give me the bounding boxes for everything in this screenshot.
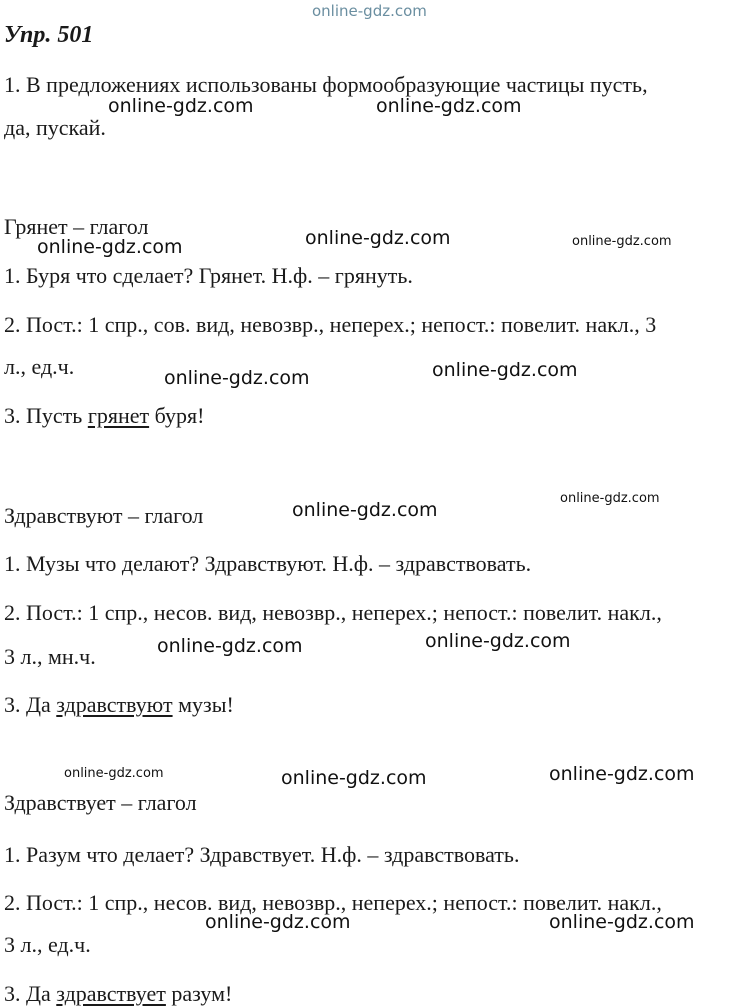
block-3-example — [4, 981, 232, 1007]
block-1-point-2-line-2: л., ед.ч. — [4, 354, 75, 379]
watermark: online-gdz.com — [157, 635, 303, 657]
underlined-verb: грянет — [87, 403, 150, 428]
example-prefix: 3. Пусть — [4, 403, 88, 428]
watermark: online-gdz.com — [549, 911, 695, 933]
watermark: online-gdz.com — [164, 367, 310, 389]
example-prefix: 3. Да — [4, 981, 57, 1006]
block-3-point-1: 1. Разум что делает? Здравствует. Н.ф. – здравствовать. — [4, 842, 520, 867]
watermark: online-gdz.com — [560, 491, 660, 506]
watermark: online-gdz.com — [432, 359, 578, 381]
watermark: online-gdz.com — [108, 95, 254, 117]
block-2-heading: Здравствуют – глагол — [4, 503, 204, 528]
block-1-point-2-line-1: 2. Пост.: 1 спр., сов. вид, невозвр., неперех.; непост.: повелит. накл., 3 — [4, 312, 657, 337]
watermark: online-gdz.com — [281, 767, 427, 789]
block-3-heading: Здравствует – глагол — [4, 790, 197, 815]
watermark: online-gdz.com — [312, 2, 427, 20]
watermark: online-gdz.com — [205, 911, 351, 933]
block-1-example — [4, 403, 204, 429]
intro-line-2: да, пускай. — [4, 115, 106, 140]
watermark: online-gdz.com — [37, 236, 183, 258]
example-suffix: буря! — [149, 403, 205, 428]
block-2-example — [4, 692, 234, 718]
block-3-point-2-line-1: 2. Пост.: 1 спр., несов. вид, невозвр., неперех.; непост.: повелит. накл., — [4, 890, 662, 915]
watermark: online-gdz.com — [376, 95, 522, 117]
underlined-verb: здравствует — [56, 981, 166, 1006]
watermark: online-gdz.com — [572, 234, 672, 249]
watermark: online-gdz.com — [549, 763, 695, 785]
watermark: online-gdz.com — [292, 499, 438, 521]
example-prefix: 3. Да — [4, 692, 57, 717]
block-2-point-2-line-1: 2. Пост.: 1 спр., несов. вид, невозвр., неперех.; непост.: повелит. накл., — [4, 600, 662, 625]
exercise-title: Упр. 501 — [4, 22, 94, 48]
intro-line-1: 1. В предложениях использованы формообразующие частицы пусть, — [4, 72, 648, 97]
watermark: online-gdz.com — [64, 766, 164, 781]
watermark: online-gdz.com — [425, 630, 571, 652]
example-suffix: музы! — [172, 692, 234, 717]
example-suffix: разум! — [165, 981, 233, 1006]
block-2-point-2-line-2: 3 л., мн.ч. — [4, 644, 96, 669]
block-2-point-1: 1. Музы что делают? Здравствуют. Н.ф. – здравствовать. — [4, 551, 532, 576]
block-3-point-2-line-2: 3 л., ед.ч. — [4, 932, 91, 957]
underlined-verb: здравствуют — [56, 692, 173, 717]
watermark: online-gdz.com — [305, 227, 451, 249]
block-1-point-1: 1. Буря что сделает? Грянет. Н.ф. – грянуть. — [4, 263, 413, 288]
block-1-heading: Грянет – глагол — [4, 214, 149, 239]
